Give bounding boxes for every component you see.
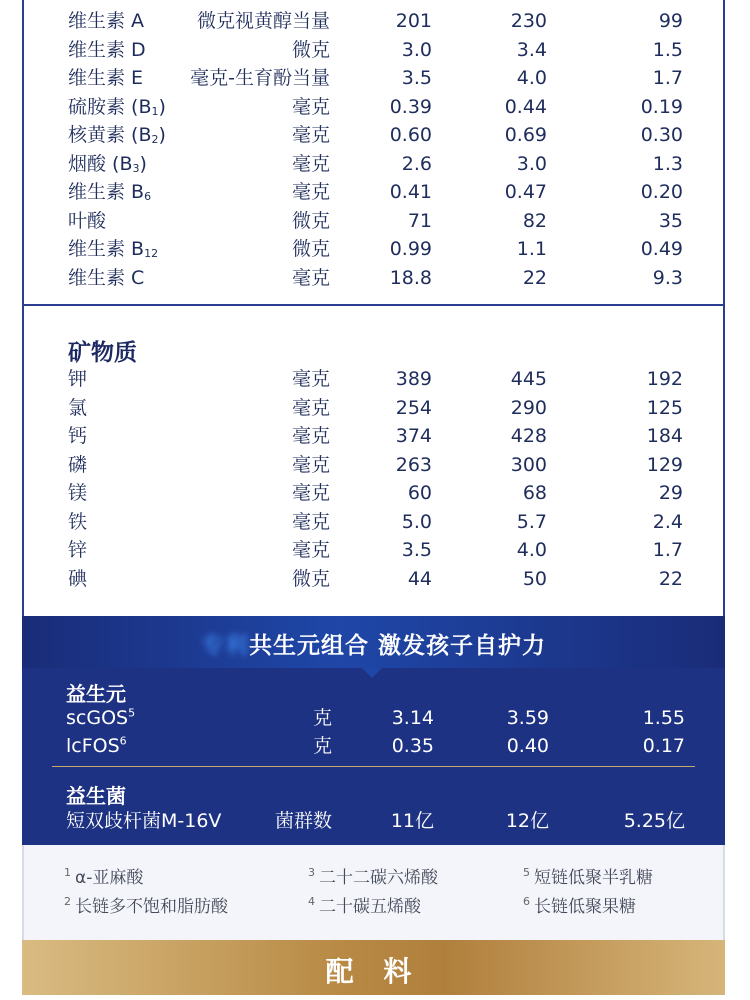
value-per-100kj: 68: [522, 482, 547, 504]
synbiotic-section: [22, 616, 725, 845]
footnotes: [22, 845, 725, 940]
banner-tail-text: 激发孩子自护力: [378, 633, 546, 659]
table-row: [24, 365, 723, 393]
table-row: [24, 508, 723, 536]
value-per-100ml: 1.7: [652, 67, 683, 89]
nutrient-unit: 克: [312, 707, 332, 729]
value-per-100g: 374: [395, 425, 432, 447]
ingredients-banner: [22, 940, 725, 995]
blurred-brand-text: 专利: [200, 633, 249, 659]
value-per-100g: 11亿: [390, 810, 434, 832]
nutrient-name: 维生素 D: [68, 39, 146, 61]
value-per-100kj: 4.0: [516, 67, 547, 89]
value-per-100kj: 290: [510, 397, 547, 419]
value-per-100ml: 9.3: [652, 267, 683, 289]
nutrient-unit: 菌群数: [274, 810, 332, 832]
table-row: [24, 7, 723, 35]
value-per-100ml: 0.19: [640, 96, 683, 118]
footnote: $^1$ α-亚麻酸: [64, 866, 144, 888]
banner-heading: [22, 627, 725, 660]
nutrient-name: 钙: [68, 425, 88, 447]
nutrient-unit: 微克: [291, 210, 330, 232]
value-per-100kj: 12亿: [505, 810, 549, 832]
footnote: $^5$ 短链低聚半乳糖: [523, 866, 653, 888]
probiotics-heading: 益生菌: [66, 784, 126, 808]
value-per-100g: 0.60: [389, 124, 432, 146]
value-per-100kj: 230: [510, 10, 547, 32]
nutrient-name: 碘: [68, 568, 88, 590]
value-per-100ml: 1.55: [642, 707, 685, 729]
value-per-100g: 5.0: [401, 511, 432, 533]
nutrient-name: 短双歧杆菌M-16V: [66, 810, 222, 832]
banner-pointer-arrow: [362, 668, 382, 678]
value-per-100kj: 4.0: [516, 539, 547, 561]
value-per-100ml: 29: [658, 482, 683, 504]
nutrient-name: 维生素 $B_6$: [68, 181, 152, 203]
table-row: [24, 451, 723, 479]
table-row: [24, 235, 723, 263]
section-divider: [52, 766, 695, 767]
ingredients-heading: 配 料: [325, 955, 422, 988]
nutrient-unit: 毫克: [291, 153, 330, 175]
value-per-100g: 0.35: [391, 735, 434, 757]
table-row: [24, 207, 723, 235]
nutrient-name: lcFOS$^6$: [66, 734, 127, 757]
value-per-100kj: 428: [510, 425, 547, 447]
nutrient-unit: 毫克: [291, 267, 330, 289]
value-per-100g: 2.6: [401, 153, 432, 175]
value-per-100ml: 0.20: [640, 181, 683, 203]
nutrient-name: 硫胺素 $(B_1)$: [68, 96, 166, 118]
value-per-100kj: 5.7: [516, 511, 547, 533]
value-per-100g: 263: [395, 454, 432, 476]
value-per-100kj: 50: [522, 568, 547, 590]
value-per-100g: 3.5: [401, 67, 432, 89]
value-per-100g: 0.99: [389, 238, 432, 260]
nutrient-unit: 微克: [291, 568, 330, 590]
value-per-100ml: 0.17: [642, 735, 685, 757]
value-per-100ml: 1.7: [652, 539, 683, 561]
value-per-100g: 44: [407, 568, 432, 590]
value-per-100kj: 0.69: [504, 124, 547, 146]
table-row: [24, 150, 723, 178]
nutrient-name: 维生素 E: [68, 67, 144, 89]
nutrient-unit: 毫克: [291, 181, 330, 203]
nutrient-unit: 毫克: [291, 368, 330, 390]
table-row: [24, 64, 723, 92]
footnote: $^4$ 二十碳五烯酸: [308, 895, 421, 917]
table-row: [24, 565, 723, 593]
value-per-100g: 389: [395, 368, 432, 390]
table-row: [22, 807, 725, 835]
nutrient-name: 镁: [68, 482, 88, 504]
nutrient-unit: 毫克: [291, 425, 330, 447]
table-row: [22, 732, 725, 760]
value-per-100ml: 1.5: [652, 39, 683, 61]
footnote: $^6$ 长链低聚果糖: [523, 895, 636, 917]
value-per-100kj: 22: [522, 267, 547, 289]
value-per-100ml: 2.4: [652, 511, 683, 533]
value-per-100kj: 0.47: [504, 181, 547, 203]
nutrient-name: 氯: [68, 397, 88, 419]
value-per-100g: 18.8: [389, 267, 432, 289]
nutrient-name: scGOS$^5$: [66, 706, 136, 729]
value-per-100ml: 0.30: [640, 124, 683, 146]
table-row: [24, 422, 723, 450]
table-row: [24, 479, 723, 507]
synbiotic-banner: [22, 616, 725, 668]
value-per-100g: 0.39: [389, 96, 432, 118]
minerals-table: [22, 306, 725, 616]
value-per-100kj: 3.59: [506, 707, 549, 729]
banner-main-text: 共生元组合: [248, 633, 369, 659]
value-per-100ml: 35: [658, 210, 683, 232]
value-per-100kj: 0.44: [504, 96, 547, 118]
value-per-100g: 254: [395, 397, 432, 419]
nutrient-unit: 毫克: [291, 454, 330, 476]
value-per-100kj: 445: [510, 368, 547, 390]
prebiotics-heading: 益生元: [66, 682, 126, 706]
value-per-100g: 3.5: [401, 539, 432, 561]
minerals-heading: 矿物质: [68, 340, 137, 366]
nutrient-unit: 微克: [291, 238, 330, 260]
table-row: [24, 394, 723, 422]
value-per-100g: 71: [407, 210, 432, 232]
value-per-100kj: 0.40: [506, 735, 549, 757]
value-per-100kj: 82: [522, 210, 547, 232]
value-per-100ml: 0.49: [640, 238, 683, 260]
nutrient-name: 维生素 A: [68, 10, 145, 32]
value-per-100g: 0.41: [389, 181, 432, 203]
vitamins-table: [22, 0, 725, 306]
table-row: [24, 178, 723, 206]
value-per-100kj: 3.4: [516, 39, 547, 61]
nutrient-unit: 克: [312, 735, 332, 757]
footnote: $^3$ 二十二碳六烯酸: [308, 866, 438, 888]
nutrient-unit: 毫克: [291, 511, 330, 533]
nutrient-unit: 微克: [291, 39, 330, 61]
nutrient-unit: 毫克: [291, 124, 330, 146]
value-per-100g: 60: [407, 482, 432, 504]
nutrient-name: 烟酸 $(B_3)$: [68, 153, 147, 175]
value-per-100g: 3.14: [391, 707, 434, 729]
value-per-100kj: 300: [510, 454, 547, 476]
nutrient-name: 钾: [68, 368, 88, 390]
value-per-100ml: 192: [646, 368, 683, 390]
table-row: [24, 264, 723, 292]
value-per-100ml: 22: [658, 568, 683, 590]
table-row: [24, 93, 723, 121]
nutrient-name: 维生素 $B_{12}$: [68, 238, 159, 260]
value-per-100ml: 99: [658, 10, 683, 32]
nutrient-name: 磷: [68, 454, 88, 476]
nutrient-name: 维生素 C: [68, 267, 145, 289]
value-per-100ml: 1.3: [652, 153, 683, 175]
value-per-100ml: 129: [646, 454, 683, 476]
nutrient-name: 铁: [68, 511, 88, 533]
value-per-100g: 3.0: [401, 39, 432, 61]
footnote: $^2$ 长链多不饱和脂肪酸: [64, 895, 228, 917]
nutrient-name: 叶酸: [68, 210, 107, 232]
value-per-100kj: 3.0: [516, 153, 547, 175]
value-per-100ml: 5.25亿: [623, 810, 685, 832]
nutrient-unit: 毫克: [291, 397, 330, 419]
value-per-100g: 201: [395, 10, 432, 32]
nutrient-unit: 毫克-生育酚当量: [190, 67, 330, 89]
nutrient-name: 锌: [68, 539, 88, 561]
nutrient-unit: 毫克: [291, 96, 330, 118]
table-row: [22, 704, 725, 732]
table-row: [24, 121, 723, 149]
nutrient-unit: 毫克: [291, 539, 330, 561]
value-per-100ml: 125: [646, 397, 683, 419]
table-row: [24, 36, 723, 64]
table-row: [24, 536, 723, 564]
value-per-100ml: 184: [646, 425, 683, 447]
nutrient-unit: 微克视黄醇当量: [196, 10, 330, 32]
nutrient-unit: 毫克: [291, 482, 330, 504]
nutrient-name: 核黄素 $(B_2)$: [68, 124, 166, 146]
value-per-100kj: 1.1: [516, 238, 547, 260]
